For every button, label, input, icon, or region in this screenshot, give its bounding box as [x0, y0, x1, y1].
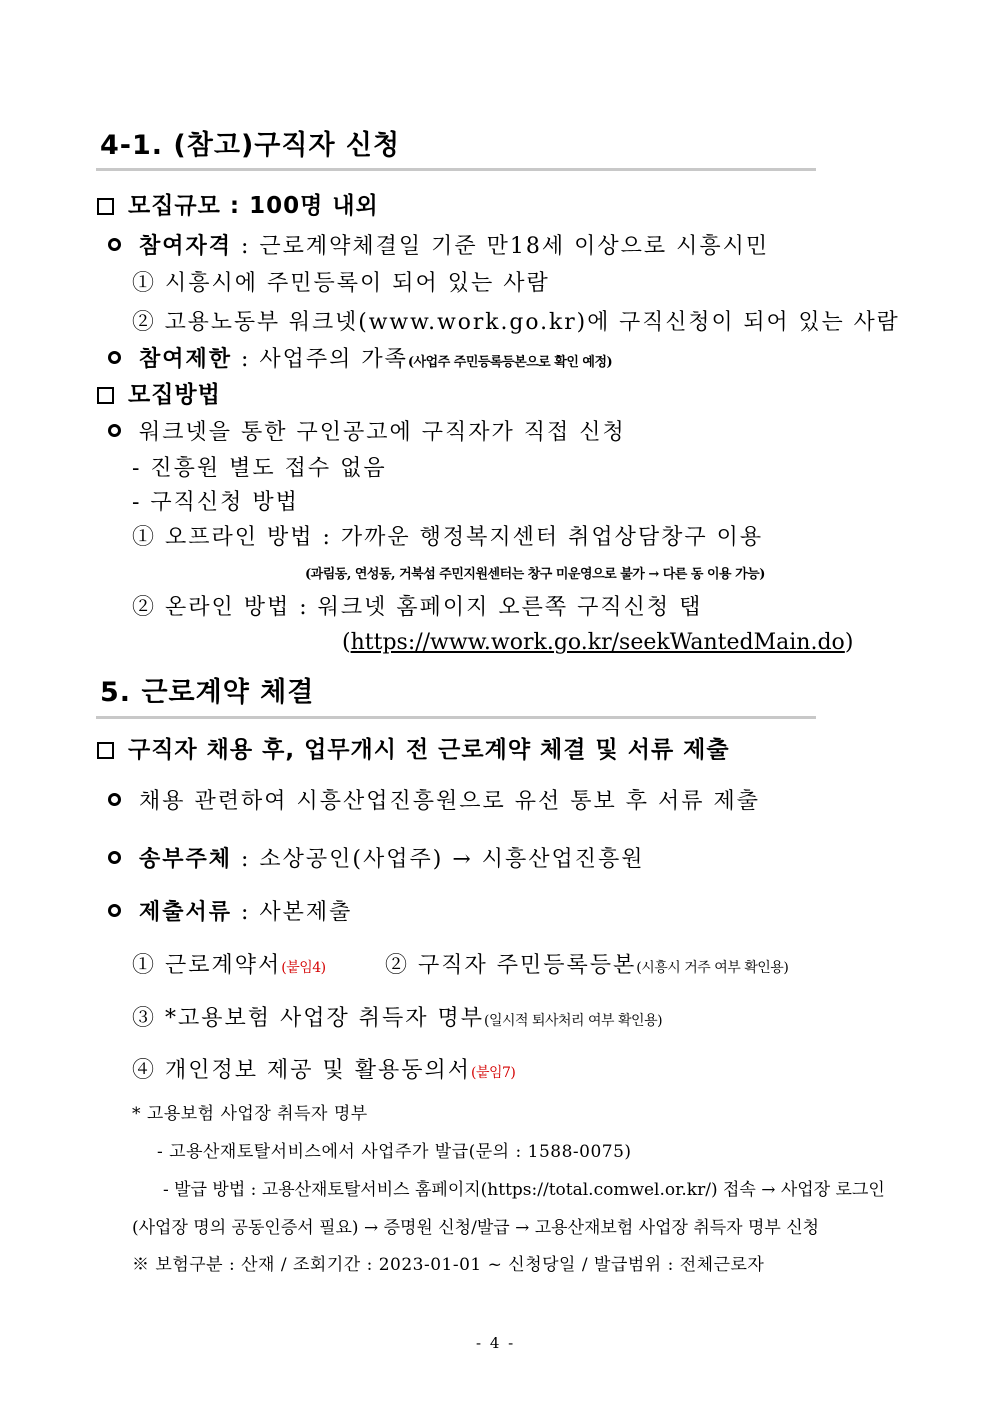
document-2: ② 구직자 주민등록등본(시흥시 거주 여부 확인용) — [385, 953, 789, 978]
footnote-title: * 고용보험 사업장 취득자 명부 — [132, 1104, 368, 1124]
item-qualification: 참여자격 : 근로계약체결일 기준 만18세 이상으로 시흥시민 — [108, 236, 769, 258]
checkbox-square-icon — [97, 198, 114, 215]
circle-bullet-icon — [108, 424, 121, 437]
item-documents: 제출서류 : 사본제출 — [108, 902, 352, 924]
method-online-url-line: (https://www.work.go.kr/seekWantedMain.do) — [342, 630, 854, 655]
document-4: ④ 개인정보 제공 및 활용동의서(붙임7) — [132, 1058, 516, 1083]
item-sender: 송부주체 : 소상공인(사업주) → 시흥산업진흥원 — [108, 849, 645, 871]
footnote-line-3: (사업장 명의 공동인증서 필요) → 증명원 신청/발급 → 고용산재보험 사업장 취득자 명부 신청 — [132, 1218, 820, 1238]
checkbox-square-icon — [97, 387, 114, 404]
section-title-4-1: 4-1. (참고)구직자 신청 — [100, 130, 401, 161]
heading-contract: 구직자 채용 후, 업무개시 전 근로계약 체결 및 서류 제출 — [97, 739, 730, 762]
page-number: - 4 - — [476, 1334, 516, 1352]
document-1: ① 근로계약서(붙임4) — [132, 953, 326, 978]
circle-bullet-icon — [108, 904, 121, 917]
method-dash-1: - 진흥원 별도 접수 없음 — [132, 456, 387, 481]
footnote-line-1: - 고용산재토탈서비스에서 사업주가 발급(문의 : 1588-0075) — [157, 1142, 632, 1162]
checkbox-square-icon — [97, 742, 114, 759]
section-divider — [96, 168, 816, 171]
qualification-1: ① 시흥시에 주민등록이 되어 있는 사람 — [132, 271, 550, 296]
footnote-line-4: ※ 보험구분 : 산재 / 조회기간 : 2023-01-01 ~ 신청당일 / 발급범위 : 전체근로자 — [132, 1255, 765, 1275]
heading-recruit-method: 모집방법 — [97, 384, 221, 407]
attachment-tag: (붙임7) — [471, 1065, 516, 1081]
circle-bullet-icon — [108, 793, 121, 806]
section-divider — [96, 716, 816, 719]
method-offline: ① 오프라인 방법 : 가까운 행정복지센터 취업상담창구 이용 — [132, 525, 764, 550]
section-title-5: 5. 근로계약 체결 — [100, 677, 315, 708]
footnote-line-2: - 발급 방법 : 고용산재토탈서비스 홈페이지(https://total.comwel.or.kr/) 접속 → 사업장 로그인 — [163, 1180, 885, 1200]
method-online: ② 온라인 방법 : 워크넷 홈페이지 오른쪽 구직신청 탭 — [132, 595, 703, 620]
item-restriction: 참여제한 : 사업주의 가족(사업주 주민등록등본으로 확인 예정) — [108, 349, 612, 371]
circle-bullet-icon — [108, 851, 121, 864]
item-notify: 채용 관련하여 시흥산업진흥원으로 유선 통보 후 서류 제출 — [108, 791, 760, 813]
qualification-2: ② 고용노동부 워크넷(www.work.go.kr)에 구직신청이 되어 있는 사람 — [132, 310, 900, 335]
circle-bullet-icon — [108, 238, 121, 251]
item-method: 워크넷을 통한 구인공고에 구직자가 직접 신청 — [108, 422, 626, 444]
circle-bullet-icon — [108, 351, 121, 364]
heading-recruit-scale: 모집규모 : 100명 내외 — [97, 195, 379, 218]
attachment-tag: (붙임4) — [281, 960, 326, 976]
method-dash-2: - 구직신청 방법 — [132, 490, 299, 515]
method-offline-note: (과림동, 연성동, 거북섬 주민지원센터는 창구 미운영으로 불가 → 다른 동 이용 가능) — [305, 567, 765, 582]
document-3: ③ *고용보험 사업장 취득자 명부(일시적 퇴사처리 여부 확인용) — [132, 1006, 663, 1031]
worknet-url-link[interactable]: https://www.work.go.kr/seekWantedMain.do — [350, 630, 845, 655]
